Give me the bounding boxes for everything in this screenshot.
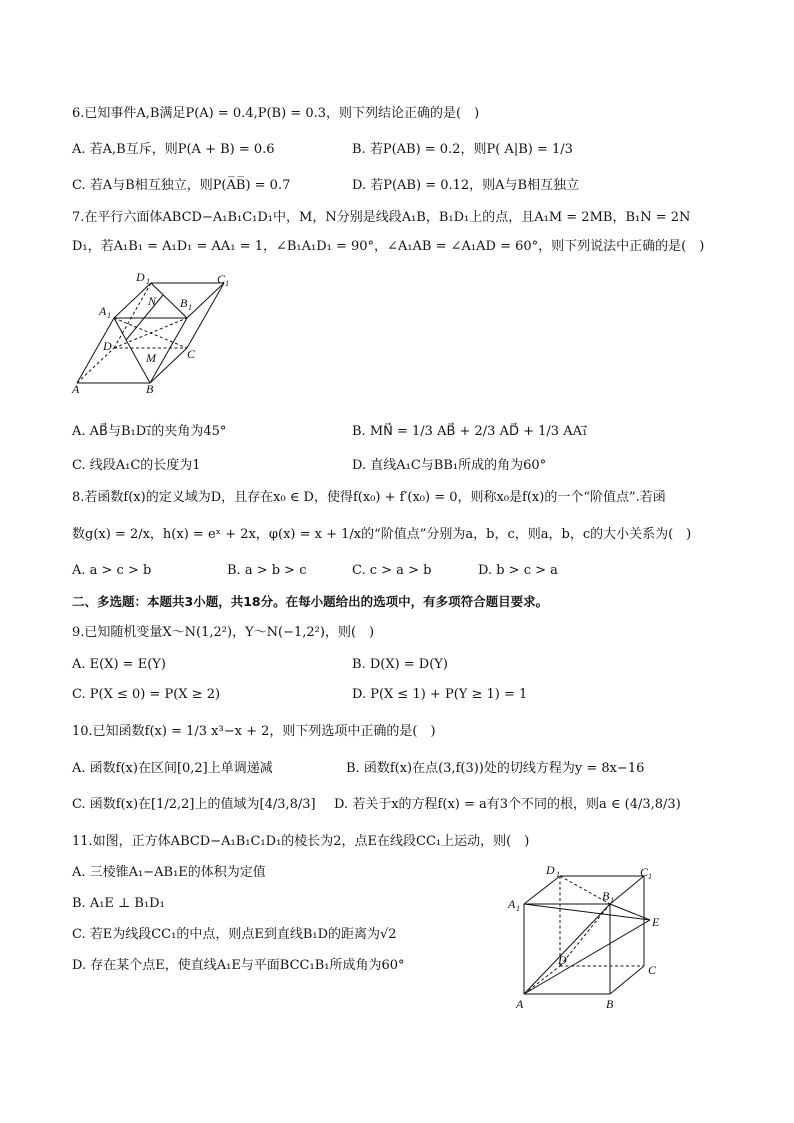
q11-cube-figure xyxy=(506,860,680,1012)
q8-option-c: C. c > a > b xyxy=(352,563,432,578)
q7-option-b: B. MN⃗ = 1/3 AB⃗ + 2/3 AD⃗ + 1/3 AA₁⃗ xyxy=(352,424,588,439)
q7-label-d: D xyxy=(103,339,112,353)
q8-option-a: A. a > c > b xyxy=(72,563,152,578)
q7-label-d1: D xyxy=(136,270,145,284)
q11-label-a: A xyxy=(516,997,524,1011)
q7-label-c1: C xyxy=(217,272,226,286)
q7-parallelepiped-figure xyxy=(70,266,240,396)
section-heading-multiple-choice: 二、多选题：本题共3小题，共18分。在每小题给出的选项中，有多项符合题目要求。 xyxy=(72,594,549,609)
q6-option-c: C. 若A与B相互独立，则P(A̅B̅) = 0.7 xyxy=(72,178,291,193)
q7-label-m: M xyxy=(146,351,156,365)
q11-label-e: E xyxy=(652,915,660,929)
q8-option-b: B. a > b > c xyxy=(227,563,307,578)
q10-option-b: B. 函数f(x)在点(3,f(3))处的切线方程为y = 8x−16 xyxy=(346,761,645,776)
q11-label-b: B xyxy=(606,997,614,1011)
q11-option-c: C. 若E为线段CC₁的中点，则点E到直线B₁D的距离为√2 xyxy=(72,927,397,942)
q9-option-c: C. P(X ≤ 0) = P(X ≥ 2) xyxy=(72,687,221,702)
q10-option-c: C. 函数f(x)在[1/2,2]上的值域为[4/3,8/3] xyxy=(72,797,316,812)
q11-sub-a1: 1 xyxy=(516,904,520,913)
q6-option-a: A. 若A,B互斥，则P(A + B) = 0.6 xyxy=(72,142,275,157)
q11-label-c1: C xyxy=(640,865,649,879)
q7-sub-a1: 1 xyxy=(107,311,111,320)
q9-stem: 9.已知随机变量X～N(1,2²)，Y～N(−1,2²)，则( ) xyxy=(72,625,375,640)
q11-option-b: B. A₁E ⊥ B₁D₁ xyxy=(72,896,165,911)
q7-label-c: C xyxy=(187,347,196,361)
q6-stem: 6.已知事件A,B满足P(A) = 0.4,P(B) = 0.3，则下列结论正确的是( ) xyxy=(72,106,480,121)
q10-option-a: A. 函数f(x)在区间[0,2]上单调递减 xyxy=(72,761,273,776)
q7-label-a1: A xyxy=(99,304,107,318)
q8-option-d: D. b > c > a xyxy=(478,563,558,578)
q11-sub-c1: 1 xyxy=(648,872,652,881)
q7-label-b1: B xyxy=(180,296,188,310)
q9-option-d: D. P(X ≤ 1) + P(Y ≥ 1) = 1 xyxy=(352,687,528,702)
q7-option-d: D. 直线A₁C与BB₁所成的角为60° xyxy=(352,458,547,473)
q7-stem-line1: 7.在平行六面体ABCD−A₁B₁C₁D₁中，M，N分别是线段A₁B，B₁D₁上的点，且A₁M = 2MB，B₁N = 2N xyxy=(72,210,691,225)
q7-option-c: C. 线段A₁C的长度为1 xyxy=(72,458,201,473)
q11-label-d: D xyxy=(558,953,567,967)
q7-sub-c1: 1 xyxy=(225,279,229,288)
q9-option-a: A. E(X) = E(Y) xyxy=(72,657,166,672)
q11-label-a1: A xyxy=(508,897,516,911)
q10-stem: 10.已知函数f(x) = 1/3 x³−x + 2，则下列选项中正确的是( ) xyxy=(72,724,436,739)
q7-option-a: A. AB⃗与B₁D₁⃗的夹角为45° xyxy=(72,424,227,439)
q7-sub-b1: 1 xyxy=(188,303,192,312)
q10-option-d: D. 若关于x的方程f(x) = a有3个不同的根，则a ∈ (4/3,8/3) xyxy=(334,797,681,812)
q8-stem-line1: 8.若函数f(x)的定义域为D，且存在x₀ ∈ D，使得f(x₀) + f′(x₀) = 0，则称x₀是f(x)的一个“阶值点”.若函 xyxy=(72,490,666,505)
q7-sub-d1: 1 xyxy=(146,277,150,286)
q11-option-d: D. 存在某个点E，使直线A₁E与平面BCC₁B₁所成角为60° xyxy=(72,958,405,973)
q7-label-a: A xyxy=(72,382,80,396)
q11-stem: 11.如图，正方体ABCD−A₁B₁C₁D₁的棱长为2，点E在线段CC₁上运动，则( ) xyxy=(72,834,530,849)
q7-label-b: B xyxy=(146,382,154,396)
q11-option-a: A. 三棱锥A₁−AB₁E的体积为定值 xyxy=(72,865,266,880)
q7-stem-line2: D₁，若A₁B₁ = A₁D₁ = AA₁ = 1，∠B₁A₁D₁ = 90°，∠A₁AB = ∠A₁AD = 60°，则下列说法中正确的是( ) xyxy=(72,239,705,254)
q8-stem-line2: 数g(x) = 2/x，h(x) = eˣ + 2x，φ(x) = x + 1/x的“阶值点”分别为a，b，c，则a，b，c的大小关系为( ) xyxy=(72,527,692,542)
q11-sub-b1: 1 xyxy=(610,896,614,905)
q11-label-c: C xyxy=(648,963,657,977)
q11-sub-d1: 1 xyxy=(556,870,560,879)
q7-label-n: N xyxy=(148,294,157,308)
q9-option-b: B. D(X) = D(Y) xyxy=(352,657,448,672)
q11-label-b1: B xyxy=(602,889,610,903)
q11-label-d1: D xyxy=(546,863,555,877)
q6-option-b: B. 若P(AB) = 0.2，则P( A|B) = 1/3 xyxy=(352,142,573,157)
q6-option-d: D. 若P(AB) = 0.12，则A与B相互独立 xyxy=(352,178,580,193)
